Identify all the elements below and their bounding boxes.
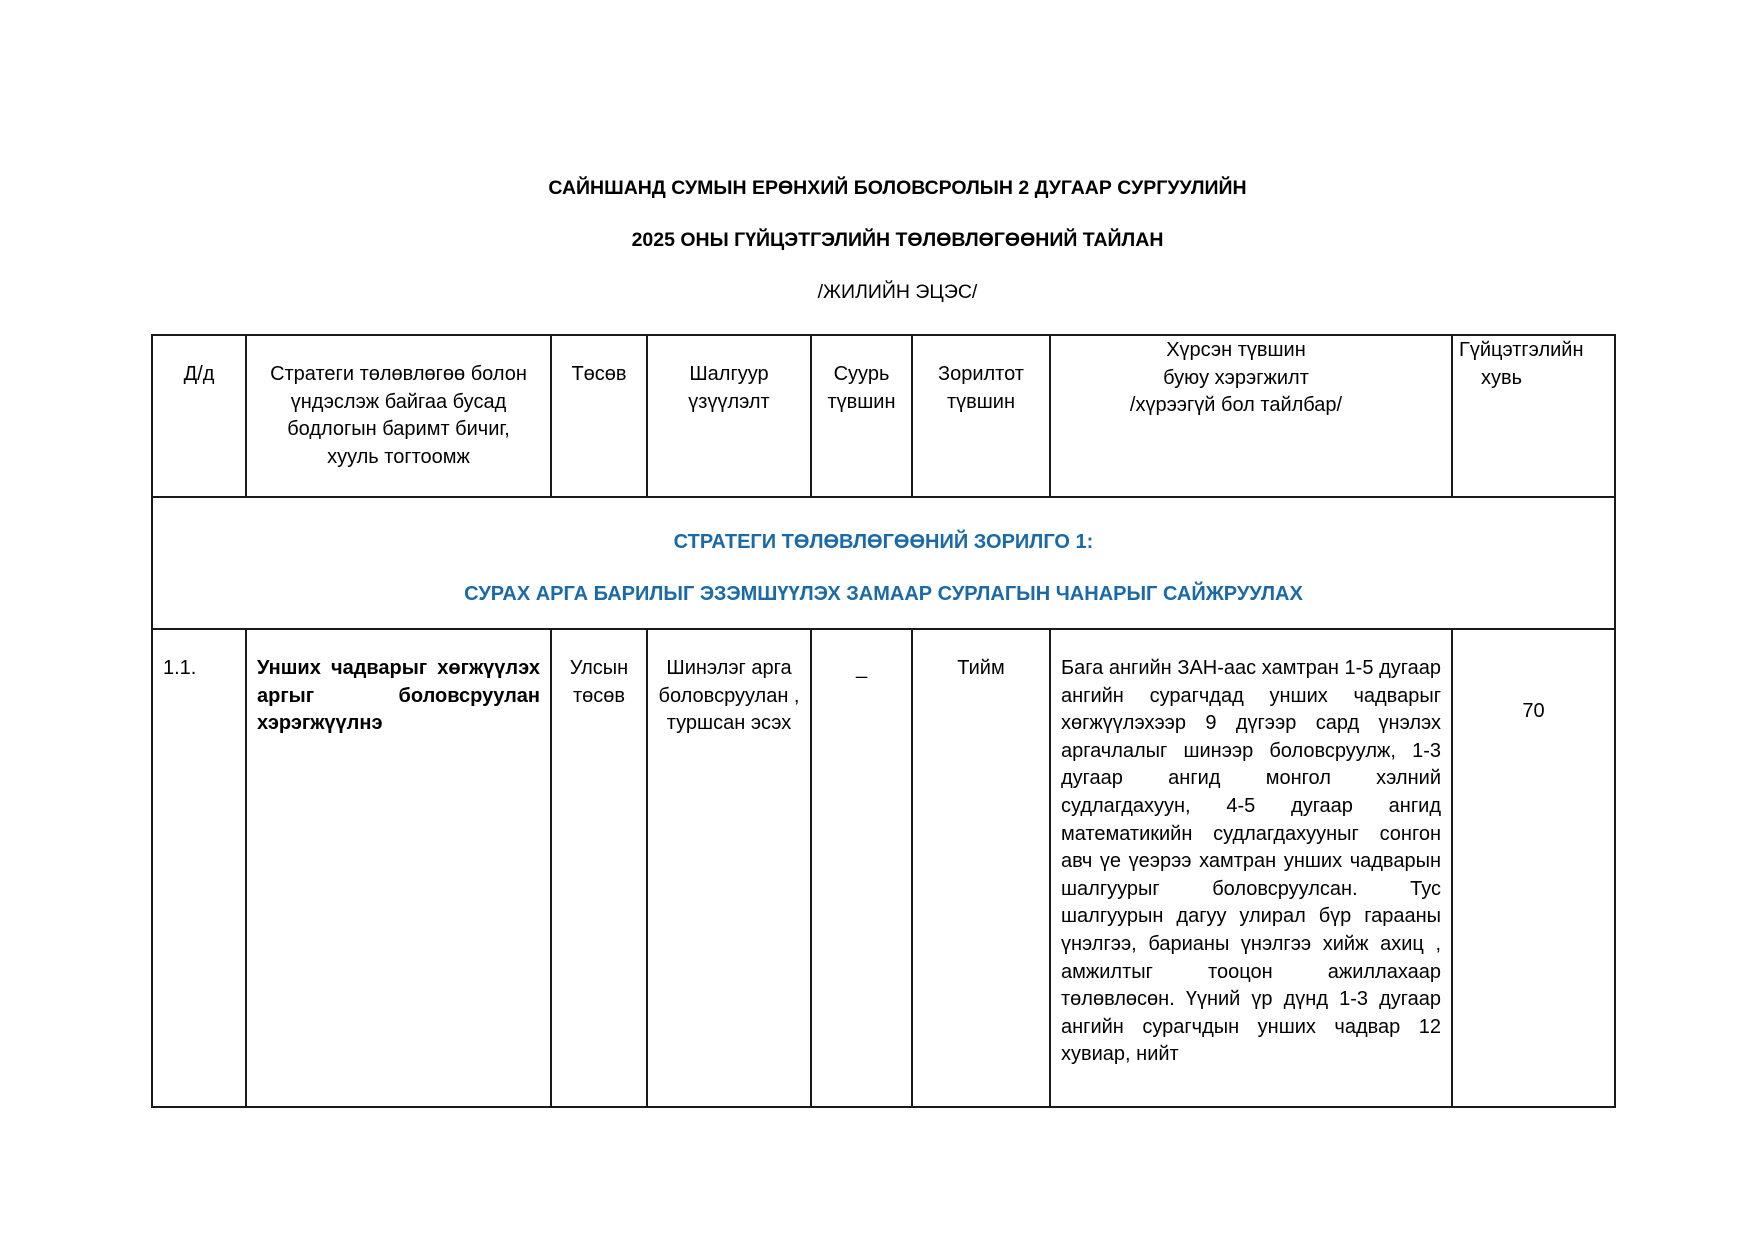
header-criteria xyxy=(647,335,811,497)
header-base-level xyxy=(811,335,912,497)
header-target-level xyxy=(912,335,1050,497)
row-target-level: Тийм xyxy=(912,629,1050,1107)
row-strategy: Унших чадварыг хөгжүүлэх аргыг боловсруулан хэрэгжүүлнэ xyxy=(246,629,551,1107)
section-goal-cell xyxy=(152,497,1615,629)
header-percent xyxy=(1452,335,1615,497)
document-title-school: САЙНШАНД СУМЫН ЕРӨНХИЙ БОЛОВСРОЛЫН 2 ДУГААР СУРГУУЛИЙН xyxy=(548,177,1247,199)
row-no: 1.1. xyxy=(152,629,246,1107)
row-achieved-text: Бага ангийн ЗАН-аас хамтран 1-5 дугаар ангийн сурагчдад унших чадварыг хөгжүүлэхээр 9 дүгээр сард үнэлэх аргачлалыг шинээр боловсруулж, 1-3 дугаар ангид монгол хэлний судлагдахуун, 4-5 дугаар ангид математикийн судлагдахууныг сонгон авч үе үеэрээ хамтран унших чадварын шалгуурыг боловсруулсан. Тус шалгуурын дагуу улирал бүр гарааны үнэлгээ, барианы үнэлгээ хийж ахиц , амжилтыг тооцон ажиллахаар төлөвлөсөн. Үүний үр дүнд 1-3 дугаар ангийн сурагчдын унших чадвар 12 хувиар, нийт xyxy=(1061,657,1441,1066)
header-strategy-label: Стратеги төлөвлөгөө болон үндэслэж байгаа бусад бодлогын баримт бичиг, хууль тогтоомж xyxy=(270,363,527,468)
header-percent-line1: Гүйцэтгэлийн xyxy=(1459,339,1584,361)
table-row xyxy=(152,629,1615,1107)
header-no: Д/д xyxy=(152,335,246,497)
header-budget: Төсөв xyxy=(551,335,647,497)
section-goal-title: СТРАТЕГИ ТӨЛӨВЛӨГӨӨНИЙ ЗОРИЛГО 1: xyxy=(673,531,1094,553)
header-criteria-label: Шалгуур үзүүлэлт xyxy=(688,363,770,413)
document-subtitle-period: /ЖИЛИЙН ЭЦЭС/ xyxy=(817,281,978,303)
row-base-level: _ xyxy=(811,629,912,1107)
header-target-level-label: Зорилтот түвшин xyxy=(938,363,1024,413)
header-percent-line2: хувь xyxy=(1481,366,1523,389)
row-budget-text: Улсын төсөв xyxy=(569,657,629,707)
header-achieved-line2: буюу хэрэгжилт xyxy=(1163,366,1309,389)
section-goal-description: СУРАХ АРГА БАРИЛЫГ ЭЗЭМШҮҮЛЭХ ЗАМААР СУРЛАГЫН ЧАНАРЫГ САЙЖРУУЛАХ xyxy=(464,583,1303,605)
header-strategy xyxy=(246,335,551,497)
section-row-goal-1 xyxy=(152,497,1615,629)
row-percent: 70 xyxy=(1452,629,1615,1107)
header-base-level-label: Суурь түвшин xyxy=(827,363,896,413)
row-achieved xyxy=(1050,629,1452,1107)
row-criteria-text: Шинэлэг арга боловсруулан , туршсан эсэх xyxy=(658,657,800,735)
performance-report-table xyxy=(151,334,1616,1108)
row-criteria xyxy=(647,629,811,1107)
document-title-report: 2025 ОНЫ ГҮЙЦЭТГЭЛИЙН ТӨЛӨВЛӨГӨӨНИЙ ТАЙЛАН xyxy=(631,229,1164,251)
header-achieved-line1: Хүрсэн түвшин xyxy=(1166,339,1306,361)
row-budget xyxy=(551,629,647,1107)
table-header-row xyxy=(152,335,1615,497)
header-achieved-line3: /хүрээгүй бол тайлбар/ xyxy=(1129,394,1343,417)
header-achieved xyxy=(1050,335,1452,497)
